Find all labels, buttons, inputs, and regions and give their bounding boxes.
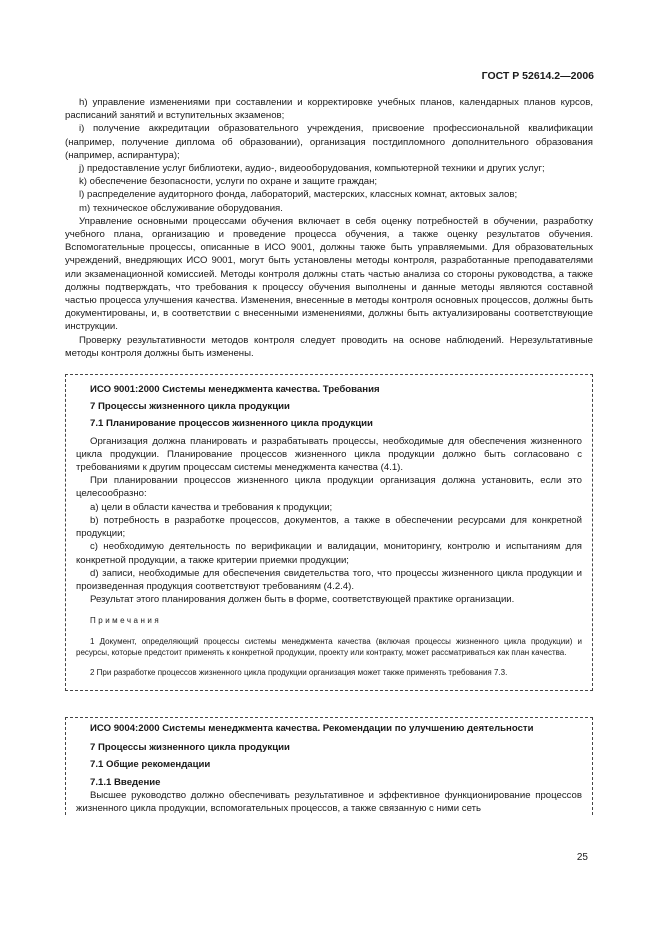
box-title: ИСО 9004:2000 Системы менеджмента качества. Рекомендации по улучшению деятельности	[90, 723, 534, 735]
subsubsection-heading: 7.1.1 Введение	[90, 776, 161, 788]
section-heading: 7 Процессы жизненного цикла продукции	[90, 401, 290, 413]
list-item: j) предоставление услуг библиотеки, аудио-, видеооборудования, компьютерной техники и других услуг;	[79, 163, 545, 175]
body-paragraph: Проверку результативности методов контроля следует проводить на основе наблюдений. Нерезультативные методы контроля должны быть изменены.	[65, 334, 593, 359]
box-paragraph: При планировании процессов жизненного цикла продукции организация должна установить, если это целесообразно:	[76, 475, 582, 500]
box-title: ИСО 9001:2000 Системы менеджмента качества. Требования	[90, 384, 380, 396]
list-item: i) получение аккредитации образовательного учреждения, присвоение профессиональной квалификации (например, получение диплома об образовании), организация постдипломного дополнительного образования (например, аспирантура);	[65, 123, 593, 161]
box-paragraph: Организация должна планировать и разрабатывать процессы, необходимые для обеспечения жизненного цикла продукции. Планирование процессов жизненного цикла продукции должно быть согласовано с требованиями к другим процессам системы менеджмента качества (4.1).	[76, 435, 582, 474]
list-item: k) обеспечение безопасности, услуги по охране и защите граждан;	[79, 176, 378, 188]
body-paragraph: Управление основными процессами обучения включает в себя оценку потребностей в обучении, разработку учебного плана, организацию и проведение процесса обучения, а также оценку результатов обучения. Вспомогательные процессы, описанные в ИСО 9001, должны также быть управляемыми. Для образовательных учреждений, внедряющих ИСО 9001, могут быть установлены методы контроля, разработанные преподавателями или экзаменационной комиссией. Методы контроля должны стать частью анализа со стороны руководства, а также должны подтверждать, что требования к процессу обучения выполнены и данные методы являются составной частью процесса улучшения качества. Изменения, внесенные в методы контроля основных процессов, должны быть документированы, и, в соответствии с внесенными изменениями, должны быть актуализированы соответствующие инструкции.	[65, 215, 593, 333]
list-item: m) техническое обслуживание оборудования.	[79, 202, 283, 214]
list-item: l) распределение аудиторного фонда, лабораторий, мастерских, классных комнат, актовых залов;	[79, 189, 518, 201]
box-paragraph: Результат этого планирования должен быть в форме, соответствующей практике организации.	[90, 594, 515, 606]
page-content	[65, 96, 593, 815]
iso-9004-quote-box	[65, 717, 593, 815]
box-list-item: a) цели в области качества и требования к продукции;	[90, 501, 333, 513]
document-header: ГОСТ Р 52614.2—2006	[481, 70, 594, 82]
subsection-heading: 7.1 Планирование процессов жизненного цикла продукции	[90, 418, 373, 430]
notes-title: Примечания	[90, 616, 162, 626]
iso-9001-quote-box	[65, 374, 593, 691]
note-item: 2 При разработке процессов жизненного цикла продукции организация может также применять требования 7.3.	[90, 667, 508, 677]
note-item: 1 Документ, определяющий процессы системы менеджмента качества (включая процессы жизненного цикла продукции) и ресурсы, которые предстоит применять к конкретной продукции, проекту или контракту, может рассматриваться как план качества.	[76, 636, 582, 658]
page-number: 25	[576, 852, 588, 863]
box-list-item: d) записи, необходимые для обеспечения свидетельства того, что процессы жизненного цикла продукции и произведенная продукция соответствуют требованиям (4.2.4).	[76, 567, 582, 592]
list-item: h) управление изменениями при составлении и корректировке учебных планов, календарных планов курсов, расписаний занятий и вступительных экзаменов;	[65, 97, 593, 122]
section-heading: 7 Процессы жизненного цикла продукции	[90, 742, 290, 754]
box-list-item: b) потребность в разработке процессов, документов, а также в обеспечении ресурсами для конкретной продукции;	[76, 514, 582, 540]
subsection-heading: 7.1 Общие рекомендации	[90, 759, 211, 771]
box-list-item: c) необходимую деятельность по верификации и валидации, мониторингу, контролю и испытаниям для конкретной продукции, а также критерии приемки продукции;	[76, 541, 582, 566]
box-paragraph: Высшее руководство должно обеспечивать результативное и эффективное функционирование процессов жизненного цикла продукции, вспомогательных процессов, а также связанную с ними сеть	[76, 789, 582, 815]
